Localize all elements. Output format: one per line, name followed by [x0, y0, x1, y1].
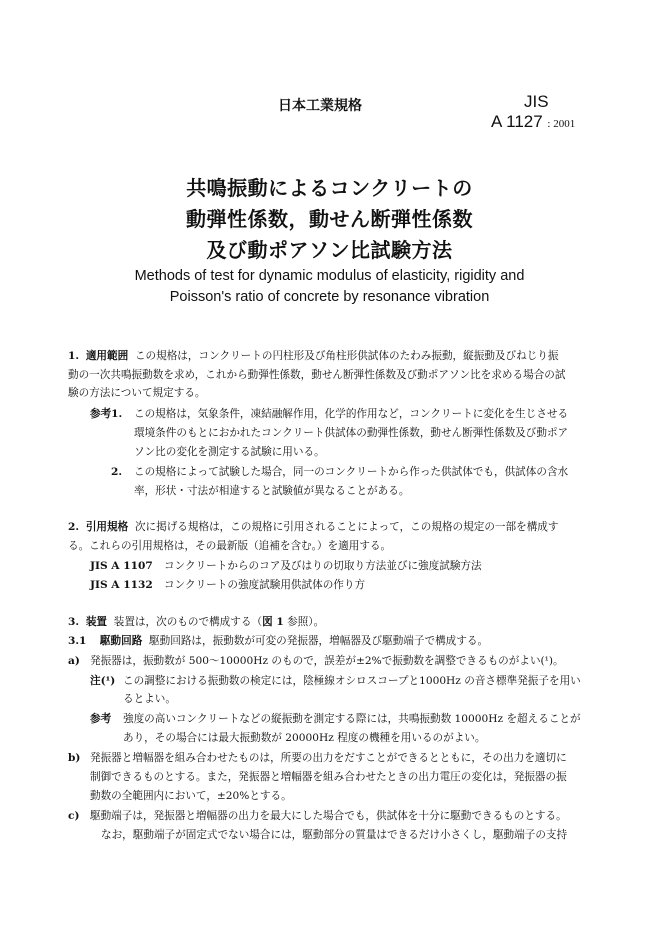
sec1-remark2-number: 2.	[111, 466, 123, 478]
title-ja-line-3: 及び動ポアソン比試験方法	[206, 238, 453, 262]
figure-ref: 図 1	[262, 616, 284, 628]
sec1-remark1-line-1: この規格は，気象条件，凍結融解作用，化学的作用など，コンクリートに変化を生じさせる	[134, 408, 569, 420]
ref-title: コンクリートの強度試験用供試体の作り方	[164, 579, 366, 591]
jis-code-prefix: JIS	[524, 92, 549, 111]
ref-code: JIS A 1107	[90, 560, 153, 572]
sec3-number: 3.	[68, 616, 80, 628]
reference-line-2: あり，その場合には最大振動数が 20000Hz 程度の機種を用いるのがよい。	[123, 732, 486, 744]
sec2-text: 次に掲げる規格は，この規格に引用されることによって，この規格の規定の一部を構成す	[134, 521, 559, 533]
item-b-line-2: 制御できるものとする。また，発振器と増幅器を組み合わせたときの出力電圧の変化は，発振器の振	[90, 771, 567, 783]
note-line-2: るとよい。	[123, 693, 176, 705]
sec1-remark1-line-3: ソン比の変化を測定する試験に用いる。	[134, 446, 325, 458]
standard-name: 日本工業規格	[278, 98, 362, 114]
sec1-heading: 適用範囲	[85, 350, 129, 362]
title-ja-line-1: 共鳴振動によるコンクリートの	[186, 176, 473, 200]
sec1-remark-label: 参考1.	[90, 408, 123, 420]
sec3-heading: 装置	[85, 616, 107, 628]
jis-code-year: : 2001	[547, 118, 576, 130]
sec2-line-1	[68, 520, 558, 534]
title-en-line-1: Methods of test for dynamic modulus of elasticity, rigidity and	[134, 268, 525, 284]
note-line-1: この調整における振動数の検定には，陰極線オシロスコープと1000Hz の音さ標準発振子を用い	[123, 675, 581, 687]
item-b-line-3: 動数の全範囲内において，±20%とする。	[90, 790, 292, 802]
item-a-text: 発振器は，振動数が 500～10000Hz のもので，誤差が±2%で振動数を調整できるものがよい(¹)。	[90, 655, 564, 667]
item-b-label: b)	[68, 752, 81, 764]
ref-code: JIS A 1132	[90, 579, 153, 591]
sec2-number: 2.	[68, 521, 80, 533]
item-c-line-1: 駆動端子は，発振器と増幅器の出力を最大にした場合でも，供試体を十分に駆動できるものとする。	[90, 810, 567, 822]
sec1-line-3: 験の方法について規定する。	[68, 387, 206, 399]
sec2-line-2: る。これらの引用規格は，その最新版（追補を含む。）を適用する。	[68, 540, 392, 552]
sec1-remark1-line-2: 環境条件のもとにおかれたコンクリート供試体の動弾性係数，動せん断弾性係数及び動ポア	[134, 427, 569, 439]
reference-label: 参考	[90, 713, 112, 725]
title-ja-line-2: 動弾性係数，動せん断弾性係数	[186, 207, 473, 231]
sec3-line-1	[68, 615, 324, 629]
subsection-3-1	[68, 634, 488, 648]
sec3-text-after: 参照）。	[283, 616, 325, 628]
subsection-heading: 駆動回路	[99, 635, 143, 647]
reference-line-1: 強度の高いコンクリートなどの縦振動を測定する際には，共鳴振動数 10000Hz を超えることが	[123, 713, 581, 725]
sec1-text: この規格は，コンクリートの円柱形及び角柱形供試体のたわみ振動，縦振動及びねじり振	[134, 350, 559, 362]
sec1-remark2-line-1: この規格によって試験した場合，同一のコンクリートから作った供試体でも，供試体の含水	[134, 466, 569, 478]
jis-code	[491, 112, 575, 132]
sec3-text-before: 装置は，次のもので構成する（	[113, 616, 263, 628]
item-c-line-2: なお，駆動端子が固定式でない場合には，駆動部分の質量はできるだけ小さくし，駆動端子の支持	[101, 829, 568, 841]
ref-title: コンクリートからのコア及びはりの切取り方法並びに強度試験方法	[164, 560, 482, 572]
subsection-number: 3.1	[68, 635, 87, 647]
sec2-heading: 引用規格	[85, 521, 129, 533]
title-en-line-2: Poisson's ratio of concrete by resonance vibration	[169, 289, 490, 305]
item-a-label: a)	[68, 655, 80, 667]
sec1-line-2: 動の一次共鳴振動数を求め，これから動弾性係数，動せん断弾性係数及び動ポアソン比を求める場合の試	[68, 369, 566, 381]
jis-code-number: A 1127	[491, 112, 543, 131]
subsection-text: 駆動回路は，振動数が可変の発振器，増幅器及び駆動端子で構成する。	[149, 635, 489, 647]
item-b-line-1: 発振器と増幅器を組み合わせたものは，所要の出力をだすことができるとともに，その出力を適切に	[90, 752, 567, 764]
sec1-line-1	[68, 349, 558, 363]
sec1-remark2-line-2: 率，形状・寸法が相違すると試験値が異なることがある。	[134, 485, 410, 497]
sec1-number: 1.	[68, 350, 80, 362]
note-label: 注(¹)	[90, 675, 116, 687]
item-c-label: c)	[68, 810, 80, 822]
